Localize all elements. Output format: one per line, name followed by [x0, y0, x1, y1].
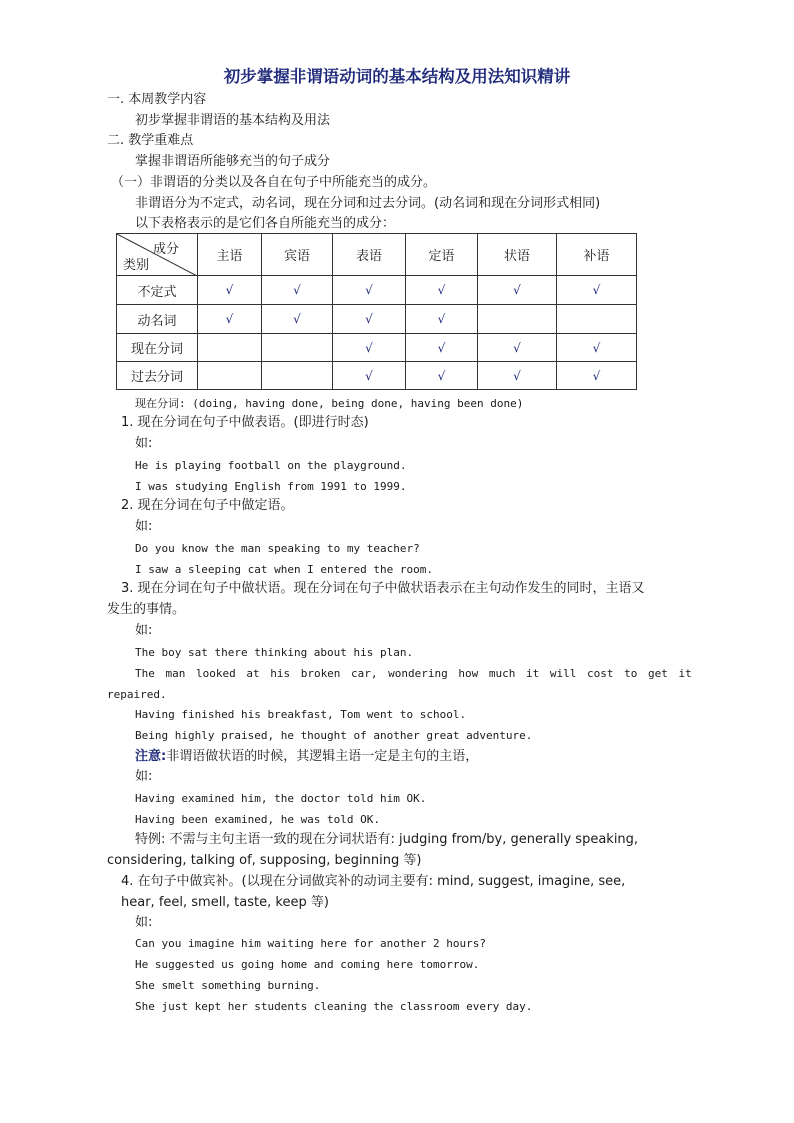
example-sentence: He is playing football on the playground. [135, 459, 407, 472]
example-sentence-cont: repaired. [107, 688, 167, 701]
section-2-body: 掌握非谓语所能够充当的句子成分 [135, 154, 331, 169]
section-2-heading: 二. 教学重难点 [107, 133, 194, 148]
column-header: 状语 [478, 234, 557, 276]
document-title: 初步掌握非谓语动词的基本结构及用法知识精讲 [223, 67, 571, 86]
table-cell: √ [478, 362, 557, 390]
example-sentence: Having examined him, the doctor told him OK. [135, 792, 427, 805]
table-cell [198, 334, 262, 362]
example-sentence: I was studying English from 1991 to 1999. [135, 480, 407, 493]
note-label: 注意: [135, 749, 167, 764]
table-cell: √ [406, 334, 478, 362]
usage-4-heading: 4. 在句子中做宾补。(以现在分词做宾补的动词主要有: mind, suggest, imagine, see, [121, 874, 626, 889]
section-1-heading: 一. 本周教学内容 [107, 92, 207, 107]
row-label: 过去分词 [117, 362, 198, 390]
table-cell: √ [557, 362, 637, 390]
table-cell: √ [333, 305, 406, 334]
table-row [117, 362, 637, 390]
table-row [117, 305, 637, 334]
table-cell: √ [333, 276, 406, 305]
example-sentence: Being highly praised, he thought of another great adventure. [135, 729, 533, 742]
table-row [117, 276, 637, 305]
example-sentence: Can you imagine him waiting here for another 2 hours? [135, 937, 486, 950]
table-corner-cell [117, 234, 198, 276]
table-cell: √ [198, 305, 262, 334]
table-cell: √ [198, 276, 262, 305]
table-cell [198, 362, 262, 390]
example-sentence: Having been examined, he was told OK. [135, 813, 381, 826]
table-cell: √ [262, 305, 333, 334]
part-1-heading: （一）非谓语的分类以及各自在句子中所能充当的成分。 [111, 175, 437, 190]
table-cell: √ [262, 276, 333, 305]
usage-3-heading-cont: 发生的事情。 [107, 602, 186, 617]
example-intro: 如: [135, 623, 153, 638]
section-1-body: 初步掌握非谓语的基本结构及用法 [135, 113, 331, 128]
table-cell: √ [406, 276, 478, 305]
function-table [116, 233, 637, 390]
example-intro: 如: [135, 915, 153, 930]
row-label: 动名词 [117, 305, 198, 334]
note-line [135, 748, 478, 766]
usage-1-heading: 1. 现在分词在句子中做表语。(即进行时态) [121, 415, 369, 430]
table-cell: √ [333, 362, 406, 390]
note-text: 非谓语做状语的时候，其逻辑主语一定是主句的主语， [166, 749, 479, 764]
column-header: 补语 [557, 234, 637, 276]
example-sentence: He suggested us going home and coming here tomorrow. [135, 958, 480, 971]
participle-forms: 现在分词: (doing, having done, being done, having been done) [135, 397, 524, 410]
table-cell: √ [333, 334, 406, 362]
column-header: 主语 [198, 234, 262, 276]
table-cell: √ [478, 334, 557, 362]
table-row [117, 334, 637, 362]
example-sentence: I saw a sleeping cat when I entered the room. [135, 563, 434, 576]
row-label: 现在分词 [117, 334, 198, 362]
table-cell: √ [557, 276, 637, 305]
table-cell [262, 334, 333, 362]
example-sentence: Having finished his breakfast, Tom went to school. [135, 708, 467, 721]
table-intro: 以下表格表示的是它们各自所能充当的成分： [135, 216, 396, 231]
example-sentence: The boy sat there thinking about his plan. [135, 646, 414, 659]
usage-4-heading-cont: hear, feel, smell, taste, keep 等) [121, 895, 329, 910]
example-sentence: The man looked at his broken car, wondering how much it will cost to get it [135, 667, 692, 680]
corner-label-top: 成分 [152, 242, 179, 257]
column-header: 表语 [333, 234, 406, 276]
corner-label-bottom: 类别 [123, 258, 150, 273]
example-sentence: She smelt something burning. [135, 979, 321, 992]
example-sentence: Do you know the man speaking to my teacher? [135, 542, 420, 555]
example-intro: 如: [135, 769, 153, 784]
part-1-body: 非谓语分为不定式，动名词，现在分词和过去分词。(动名词和现在分词形式相同) [135, 196, 601, 211]
example-intro: 如: [135, 519, 153, 534]
table-cell [478, 305, 557, 334]
table-cell: √ [478, 276, 557, 305]
table-cell: √ [406, 305, 478, 334]
column-header: 定语 [406, 234, 478, 276]
table-cell: √ [406, 362, 478, 390]
usage-3-heading: 3. 现在分词在句子中做状语。现在分词在句子中做状语表示在主句动作发生的同时，主语又 [121, 581, 645, 596]
row-label: 不定式 [117, 276, 198, 305]
example-intro: 如: [135, 436, 153, 451]
table-cell: √ [557, 334, 637, 362]
table-cell [557, 305, 637, 334]
usage-2-heading: 2. 现在分词在句子中做定语。 [121, 498, 294, 513]
table-cell [262, 362, 333, 390]
special-case: 特例: 不需与主句主语一致的现在分词状语有: judging from/by, generally speaking, [135, 832, 639, 847]
example-sentence: She just kept her students cleaning the classroom every day. [135, 1000, 533, 1013]
special-case-cont: considering, talking of, supposing, beginning 等) [107, 853, 422, 868]
column-header: 宾语 [262, 234, 333, 276]
